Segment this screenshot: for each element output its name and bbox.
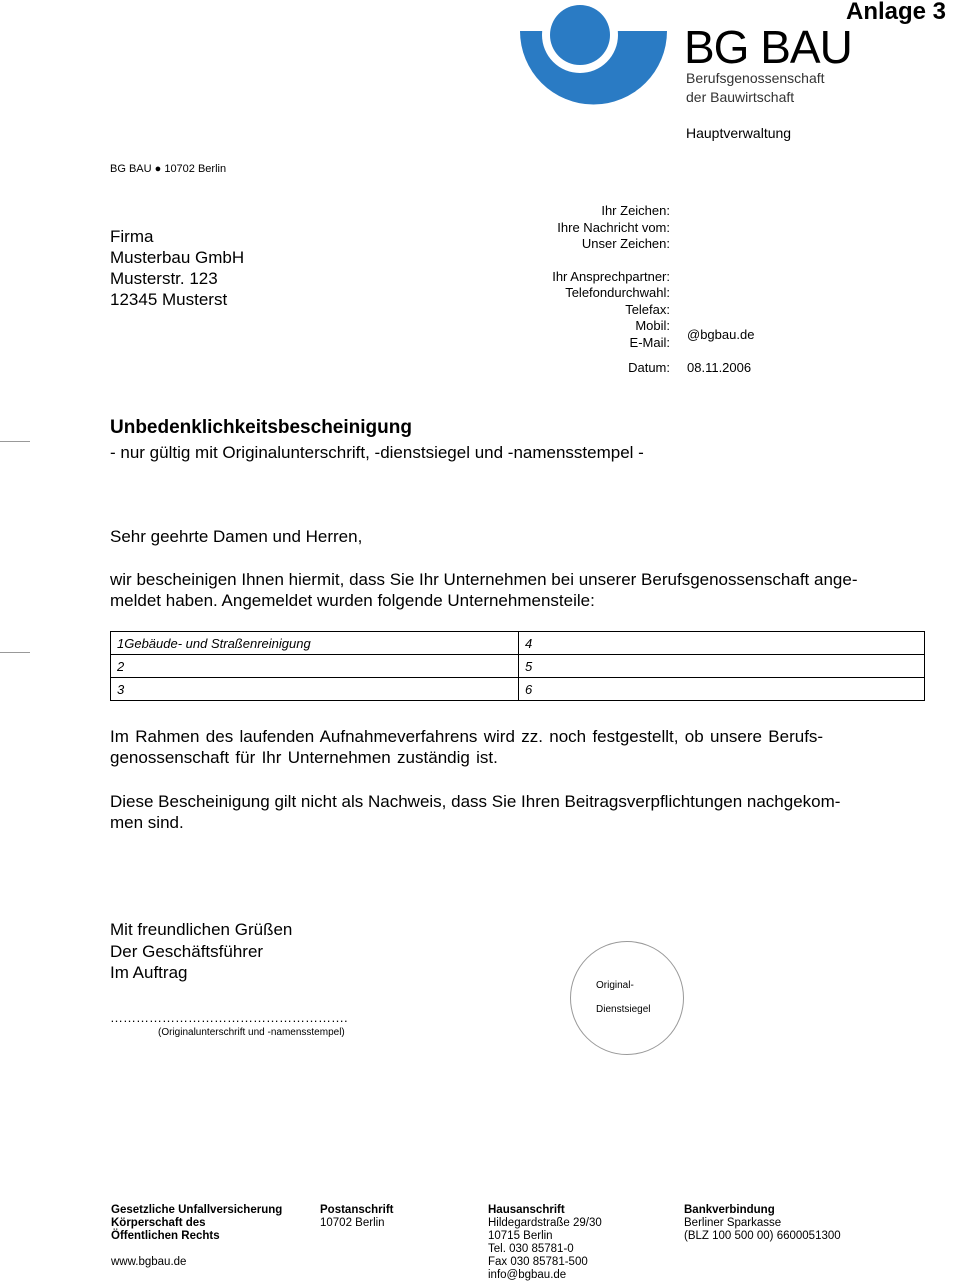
footer-bank: Bankverbindung Berliner Sparkasse (BLZ 100 500 00) 6600051300: [684, 1204, 841, 1242]
ref-label: Ihr Zeichen:: [601, 203, 670, 218]
ref-label: Ihre Nachricht vom:: [557, 219, 670, 235]
reference-block: [552, 203, 670, 351]
document-title: Unbedenklichkeitsbescheinigung: [110, 417, 412, 438]
recipient-address: [110, 226, 244, 310]
seal-label: Original-: [596, 980, 634, 991]
department: Hauptverwaltung: [686, 125, 792, 141]
paragraph-1: wir bescheinigen Ihnen hiermit, dass Sie Ihr Unternehmen bei unserer Berufsgenossenschaft ange- meldet haben. Angemeldet wurden folgende Unternehmensteile:: [110, 570, 858, 610]
contact-label: Telefax:: [625, 301, 670, 317]
recipient-line: Musterbau GmbH: [110, 248, 245, 267]
footer-legal: Gesetzliche Unfallversicherung Körperschaft des Öffentlichen Rechts www.bgbau.de: [111, 1204, 283, 1268]
document-subtitle: - nur gültig mit Originalunterschrift, -dienstsiegel und -namensstempel -: [110, 443, 644, 462]
salutation: Sehr geehrte Damen und Herren,: [110, 527, 363, 546]
signature-caption: (Originalunterschrift und -namensstempel): [158, 1027, 345, 1038]
date-label: Datum:: [628, 360, 670, 375]
punch-mark: [0, 652, 30, 653]
paragraph-3: Diese Bescheinigung gilt nicht als Nachweis, dass Sie Ihren Beitragsverpflichtungen nachgekom- men sind.: [110, 792, 841, 832]
table-row: 2 5: [111, 655, 925, 678]
logo-line2: der Bauwirtschaft: [686, 89, 795, 105]
footer-address: Hausanschrift Hildegardstraße 29/30 10715 Berlin Tel. 030 85781-0 Fax 030 85781-500 info@bgbau.de: [488, 1204, 602, 1281]
contact-label: E-Mail:: [629, 334, 670, 350]
table-row: 3 6: [111, 678, 925, 701]
sender-line: BG BAU ● 10702 Berlin: [110, 163, 227, 175]
contact-label: Telefondurchwahl:: [565, 285, 670, 300]
recipient-line: Musterstr. 123: [110, 269, 218, 288]
recipient-line: Firma: [110, 227, 154, 246]
annex-label: Anlage 3: [846, 0, 947, 25]
table-row: 1Gebäude- und Straßenreinigung 4: [111, 632, 925, 655]
seal-label: Dienstsiegel: [596, 1004, 651, 1015]
logo-name: BG BAU: [684, 21, 852, 73]
contact-label: Mobil:: [635, 318, 670, 333]
signature-line: ……………………………………………….: [110, 1010, 348, 1025]
footer-postal: Postanschrift 10702 Berlin: [320, 1204, 394, 1229]
bg-bau-logo-icon: [515, 0, 675, 110]
date-value: 08.11.2006: [687, 360, 752, 375]
email-value: @bgbau.de: [687, 327, 755, 342]
contact-label: Ihr Ansprechpartner:: [552, 268, 670, 284]
paragraph-2: Im Rahmen des laufenden Aufnahmeverfahrens wird zz. noch festgestellt, ob unsere Berufs- genossenschaft für Ihr Unternehmen zuständig ist.: [110, 727, 824, 767]
ref-label: Unser Zeichen:: [581, 236, 670, 251]
recipient-line: 12345 Musterst: [110, 290, 228, 309]
logo-line1: Berufsgenossenschaft: [686, 70, 825, 86]
fold-mark: [0, 441, 30, 442]
company-units-table: [110, 631, 925, 701]
seal-circle: [570, 941, 684, 1055]
closing: Mit freundlichen Grüßen Der Geschäftsführer Im Auftrag: [110, 920, 293, 982]
